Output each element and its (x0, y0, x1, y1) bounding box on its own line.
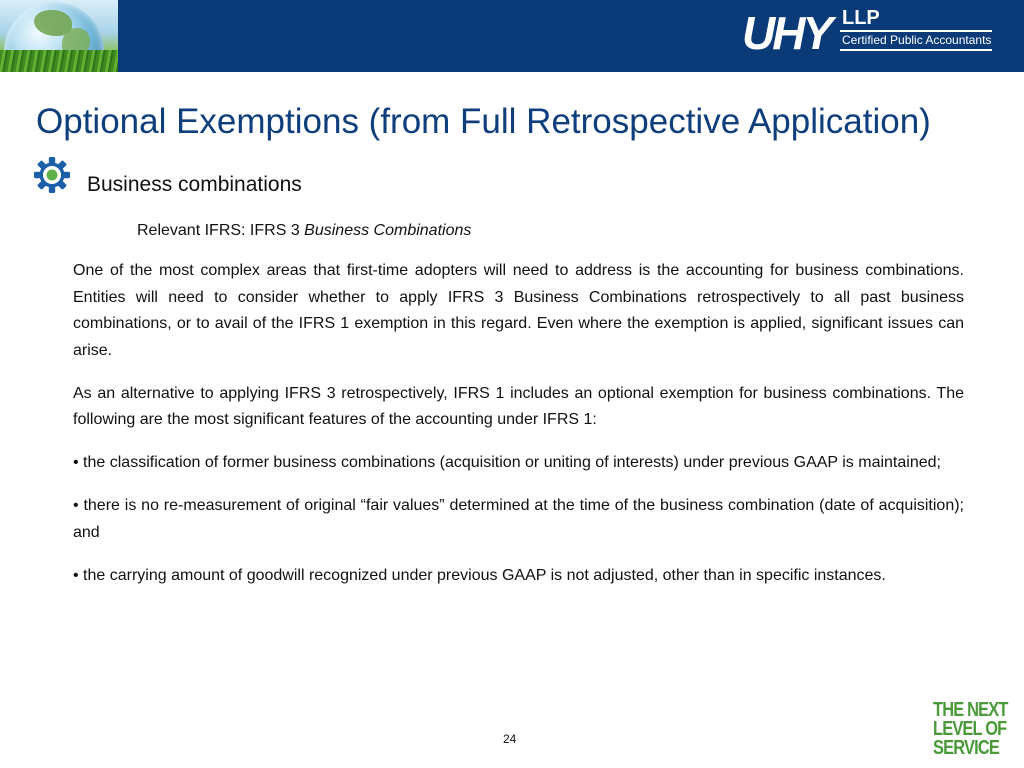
globe-photo (0, 0, 118, 72)
bullet-point: • the classification of former business combinations (acquisition or uniting of interests) under previous GAAP is maintained; (73, 454, 941, 471)
bullet-point: • the carrying amount of goodwill recognized under previous GAAP is not adjusted, other than in specific instances. (73, 566, 886, 584)
logo-tagline: Certified Public Accountants (842, 33, 992, 47)
paragraph: As an alternative to applying IFRS 3 retrospectively, IFRS 1 includes an optional exemption for business combinations. The following are the most significant features of the accounting under IFRS 1: (73, 384, 964, 428)
paragraph: One of the most complex areas that first-time adopters will need to address is the accounting for business combinations. Entities will need to consider whether to apply IFRS 3 Business Combinations retrospectively to all past business combinations, or to avail of the IFRS 1 exemption in this regard. Even where the exemption is applied, significant issues can arise. (73, 262, 964, 359)
bullet-point: • there is no re-measurement of original “fair values” determined at the time of the business combination (date of acquisition); and (73, 497, 964, 541)
logo-mark: UHY (742, 7, 831, 59)
uhy-logo (742, 6, 1002, 66)
logo-suffix: LLP (842, 7, 880, 29)
header-bar (0, 0, 1024, 72)
grass-image (0, 50, 118, 72)
relevant-prefix: Relevant IFRS: IFRS 3 (137, 222, 300, 239)
relevant-standard-name: Business Combinations (304, 222, 472, 239)
service-tagline-logo: THE NEXT LEVEL OF SERVICE (933, 699, 1008, 759)
page-number: 24 (503, 732, 517, 746)
gear-icon (33, 156, 71, 194)
relevant-standard-line (137, 219, 471, 243)
body-text (73, 258, 964, 606)
bullet-heading: Business combinations (87, 173, 302, 196)
page-title: Optional Exemptions (from Full Retrospective Application) (36, 102, 931, 141)
